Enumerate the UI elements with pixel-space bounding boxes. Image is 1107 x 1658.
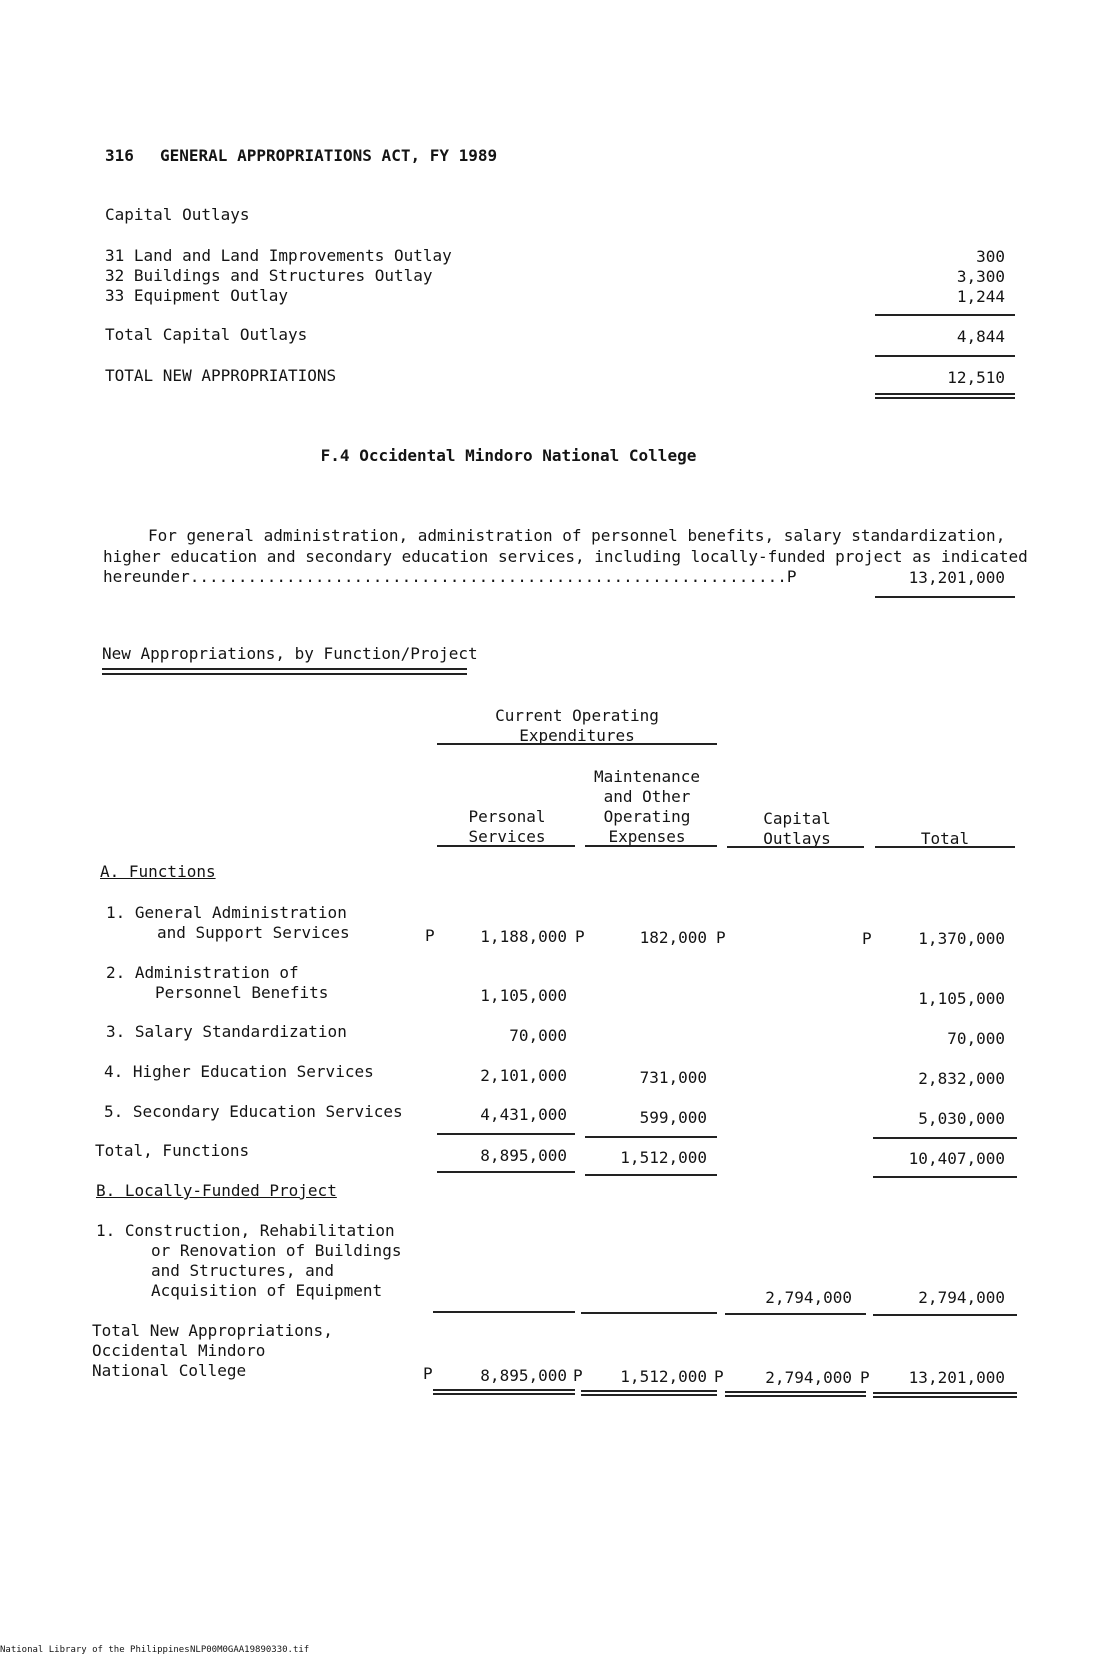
rule (873, 1176, 1017, 1178)
col-header-mooe: Maintenance (594, 767, 700, 786)
total-new-appropriations-amount: 12,510 (947, 368, 1005, 387)
page-number: 316 (105, 146, 134, 165)
peso-sign: P (425, 926, 435, 945)
peso-sign: P (860, 1368, 870, 1387)
total-capital-outlays-amount: 4,844 (956, 327, 1005, 346)
project-label: Acquisition of Equipment (151, 1281, 383, 1300)
row-personal-services: 1,105,000 (480, 986, 567, 1005)
rule (581, 1312, 717, 1314)
capital-outlays-heading: Capital Outlays (105, 205, 250, 224)
row-personal-services: 2,101,000 (480, 1066, 567, 1085)
project-label: or Renovation of Buildings (151, 1241, 402, 1260)
grand-total-label: Total New Appropriations, (92, 1321, 333, 1340)
grand-total-label: National College (92, 1361, 247, 1380)
purpose-paragraph-line: hereunder..............................................................P (103, 567, 797, 586)
rule (875, 846, 1015, 848)
page-header-title: GENERAL APPROPRIATIONS ACT, FY 1989 (160, 146, 498, 165)
double-rule (873, 1392, 1017, 1394)
col-header-capital: Capital (763, 809, 831, 828)
grand-total-label: Occidental Mindoro (92, 1341, 266, 1360)
grand-total-personal: 8,895,000 (480, 1366, 567, 1385)
rule (585, 1174, 717, 1176)
row-mooe: 731,000 (639, 1068, 707, 1087)
double-rule (433, 1393, 575, 1395)
table-heading: New Appropriations, by Function/Project (102, 644, 478, 663)
group-header: Expenditures (519, 726, 635, 745)
section-b-heading: B. Locally-Funded Project (96, 1181, 337, 1200)
footer-file: NLP00M0GAA19890330.tif (190, 1645, 310, 1655)
rule (437, 743, 717, 745)
row-label: and Support Services (157, 923, 350, 942)
grand-total-total: 13,201,000 (908, 1368, 1005, 1387)
double-rule (875, 393, 1015, 395)
project-total: 2,794,000 (918, 1288, 1005, 1307)
grand-total-mooe: 1,512,000 (620, 1367, 707, 1386)
row-mooe: 599,000 (639, 1108, 707, 1127)
row-total: 5,030,000 (918, 1109, 1005, 1128)
row-total: 1,370,000 (918, 929, 1005, 948)
footer-library: National Library of the Philippines (0, 1645, 190, 1655)
rule (875, 355, 1015, 357)
purpose-amount: 13,201,000 (908, 568, 1005, 587)
col-header-total: Total (920, 829, 970, 848)
row-personal-services: 4,431,000 (480, 1105, 567, 1124)
rule (873, 1314, 1017, 1316)
peso-sign: P (716, 928, 726, 947)
rule (437, 1133, 575, 1135)
row-total: 1,105,000 (918, 989, 1005, 1008)
rule (437, 845, 575, 847)
double-rule (875, 397, 1015, 399)
rule (727, 846, 864, 848)
row-label: 3. Salary Standardization (106, 1022, 347, 1041)
rule (875, 314, 1015, 316)
peso-sign: P (575, 927, 585, 946)
total-new-appropriations-label: TOTAL NEW APPROPRIATIONS (105, 366, 337, 385)
section-a-heading: A. Functions (100, 862, 216, 881)
col-header-personal: Personal (468, 807, 546, 826)
outlay-item-label: 33 Equipment Outlay (105, 286, 289, 305)
row-label: 5. Secondary Education Services (104, 1102, 403, 1121)
double-rule (725, 1395, 866, 1397)
functions-total-total: 10,407,000 (908, 1149, 1005, 1168)
functions-total-mooe: 1,512,000 (620, 1148, 707, 1167)
row-personal-services: 1,188,000 (480, 927, 567, 946)
col-header-mooe: Operating (603, 807, 691, 826)
purpose-paragraph-line: higher education and secondary education services, including locally-funded project as indicated (103, 547, 1028, 566)
peso-sign: P (423, 1364, 433, 1383)
outlay-item-label: 31 Land and Land Improvements Outlay (105, 246, 452, 265)
rule (433, 1311, 575, 1313)
functions-total-personal: 8,895,000 (480, 1146, 567, 1165)
functions-total-label: Total, Functions (95, 1141, 250, 1160)
row-total: 2,832,000 (918, 1069, 1005, 1088)
row-label: 4. Higher Education Services (104, 1062, 374, 1081)
total-capital-outlays-label: Total Capital Outlays (105, 325, 308, 344)
rule (437, 1171, 575, 1173)
peso-sign: P (573, 1366, 583, 1385)
rule (585, 845, 717, 847)
rule (875, 596, 1015, 598)
row-mooe: 182,000 (639, 928, 707, 947)
double-rule (873, 1396, 1017, 1398)
row-personal-services: 70,000 (509, 1026, 567, 1045)
purpose-paragraph-line: For general administration, administration of personnel benefits, salary standardization, (148, 526, 1006, 545)
rule (585, 1136, 717, 1138)
outlay-item-label: 32 Buildings and Structures Outlay (105, 266, 433, 285)
peso-sign: P (714, 1367, 724, 1386)
peso-sign: P (862, 929, 872, 948)
double-rule (102, 673, 467, 675)
col-header-mooe: and Other (603, 787, 691, 806)
rule (873, 1137, 1017, 1139)
group-header: Current Operating (495, 706, 659, 725)
row-total: 70,000 (947, 1029, 1005, 1048)
project-label: and Structures, and (151, 1261, 335, 1280)
outlay-item-amount: 1,244 (956, 287, 1005, 306)
rule (725, 1313, 866, 1315)
double-rule (725, 1391, 866, 1393)
row-label: 2. Administration of (106, 963, 299, 982)
row-label: Personnel Benefits (155, 983, 329, 1002)
double-rule (581, 1390, 717, 1392)
project-capital-outlays: 2,794,000 (765, 1288, 852, 1307)
col-header-mooe: Expenses (608, 827, 686, 846)
double-rule (581, 1394, 717, 1396)
section-title: F.4 Occidental Mindoro National College (320, 446, 697, 465)
double-rule (102, 668, 467, 670)
outlay-item-amount: 3,300 (956, 267, 1005, 286)
double-rule (433, 1389, 575, 1391)
project-label: 1. Construction, Rehabilitation (96, 1221, 395, 1240)
row-label: 1. General Administration (106, 903, 347, 922)
grand-total-capital: 2,794,000 (765, 1368, 852, 1387)
col-header-capital: Outlays (763, 829, 831, 848)
col-header-personal: Services (468, 827, 546, 846)
outlay-item-amount: 300 (976, 247, 1005, 266)
